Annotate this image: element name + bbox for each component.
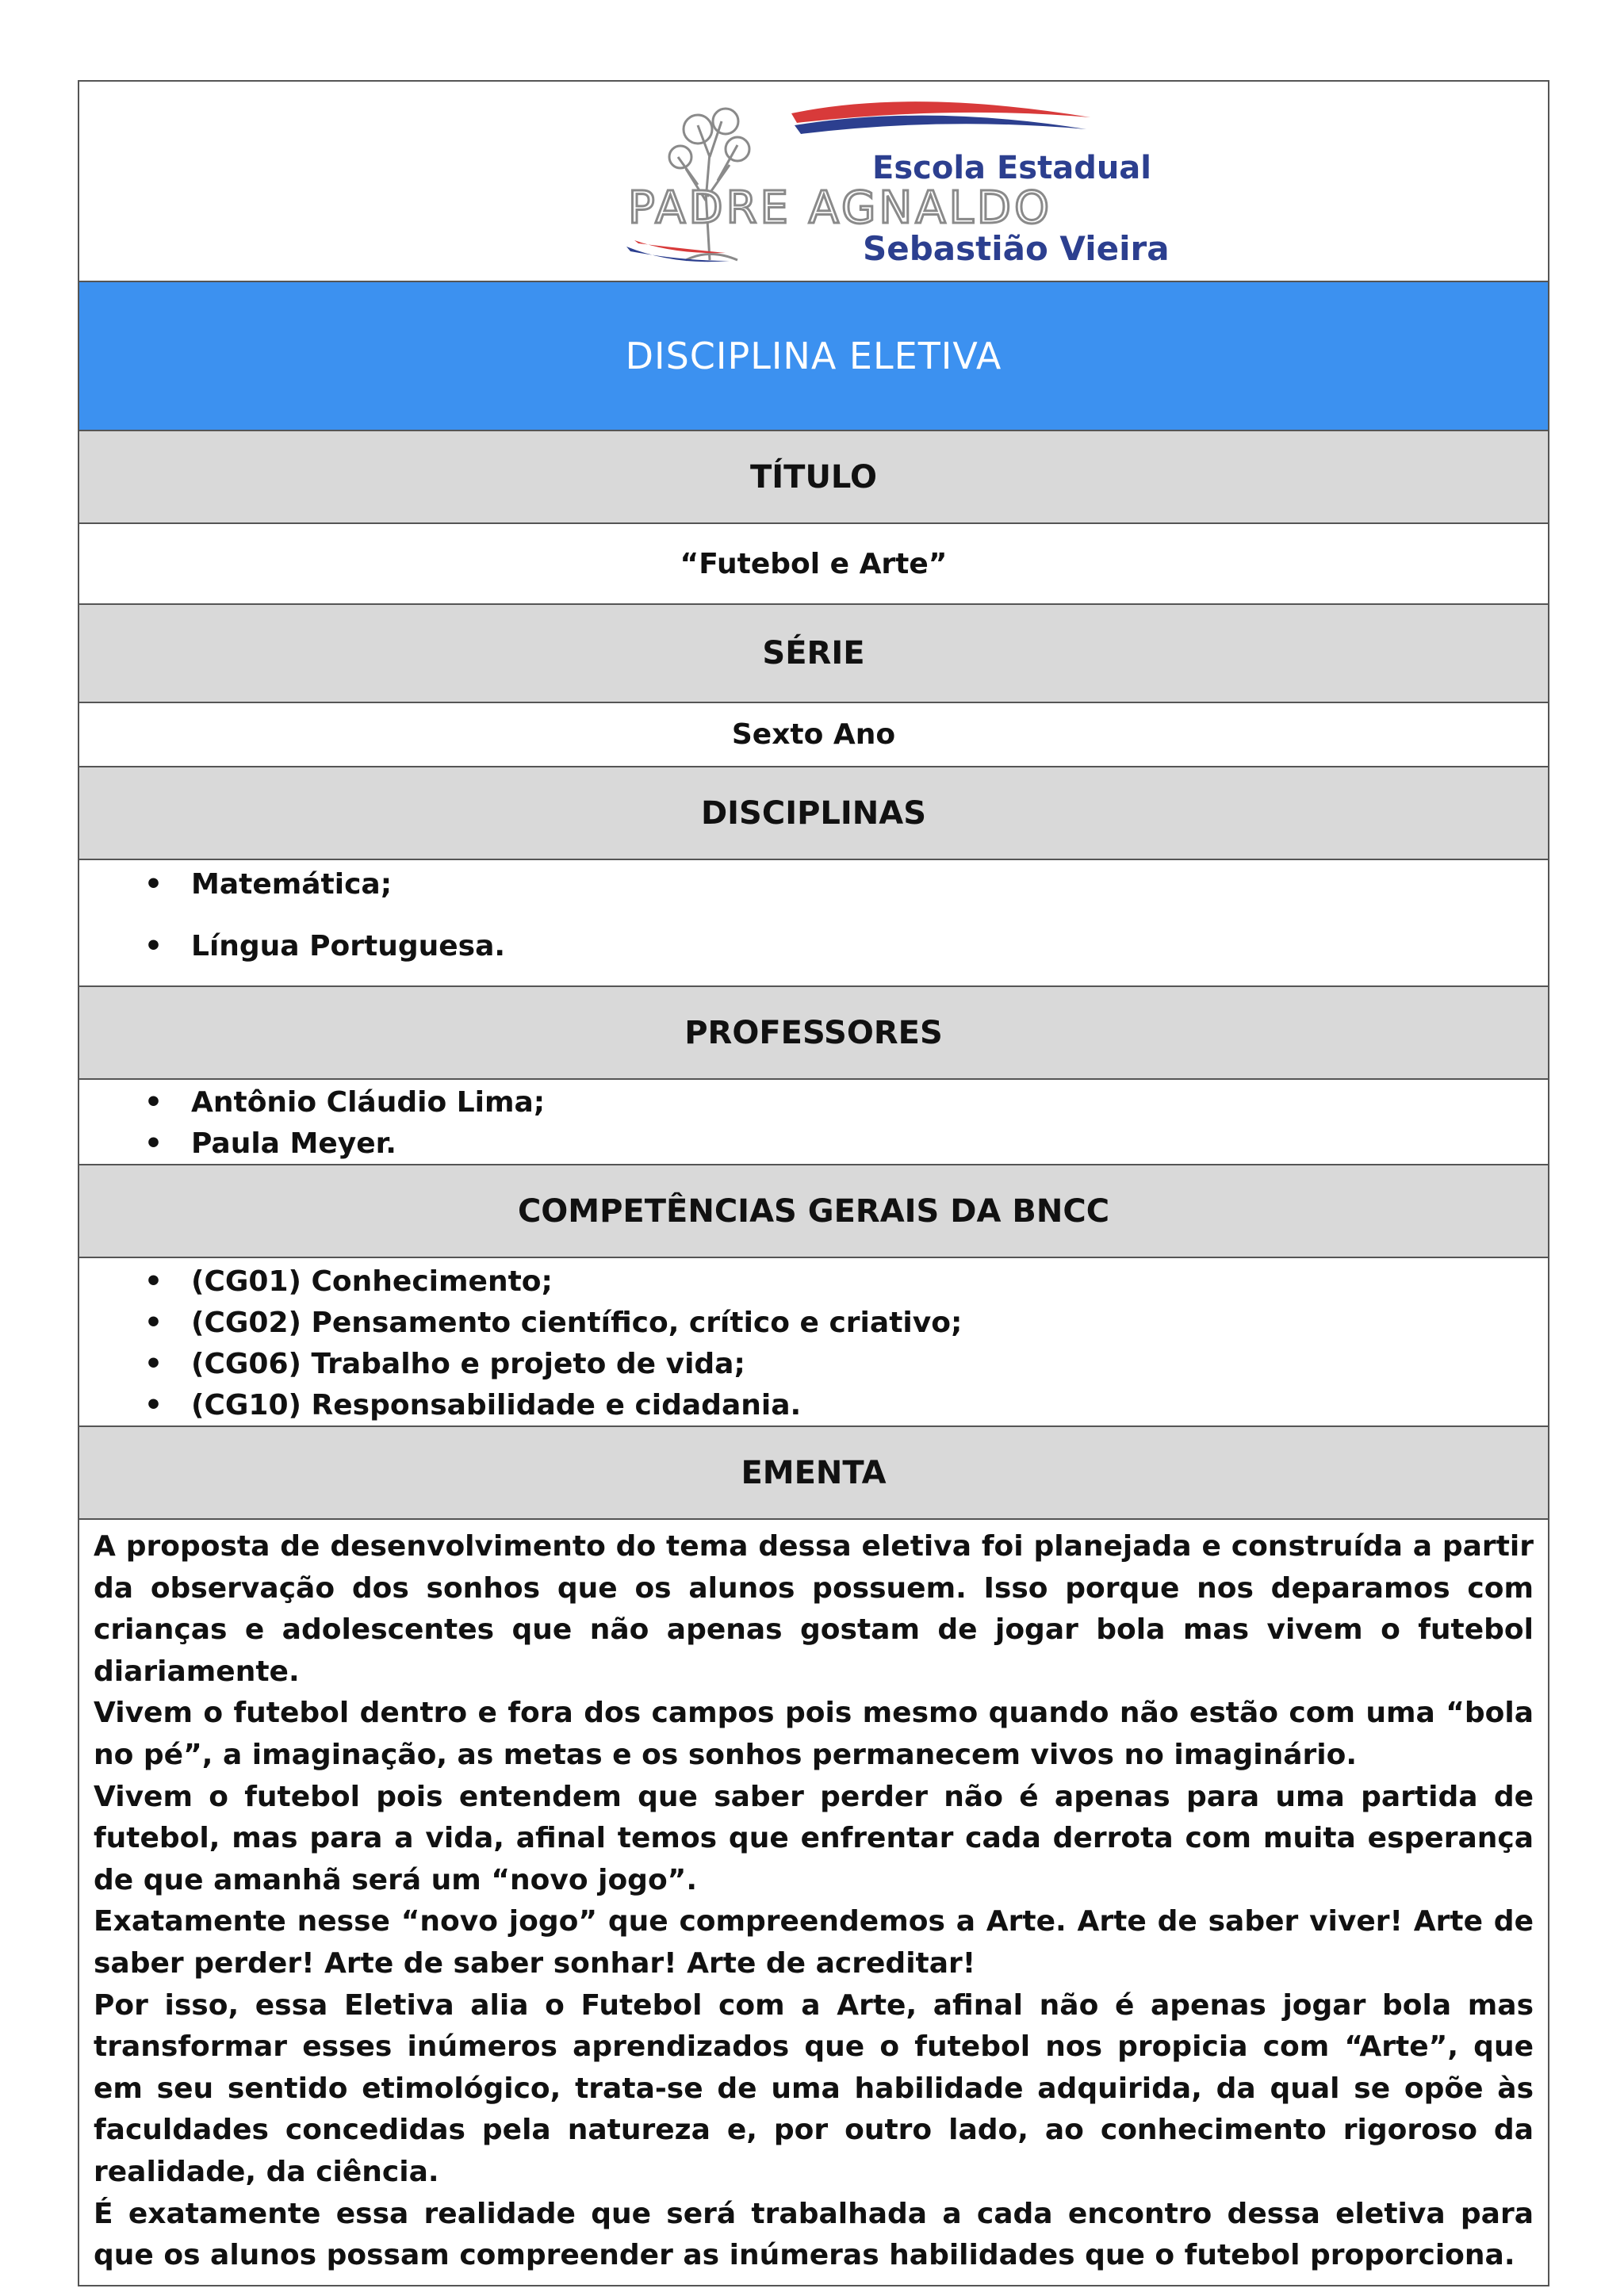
banner-title: DISCIPLINA ELETIVA [625, 335, 1002, 377]
list-item: • (CG01) Conhecimento; [79, 1261, 1548, 1303]
logo-line-1: Escola Estadual [872, 150, 1152, 186]
professores-list [79, 1080, 1548, 1165]
ementa-heading: EMENTA [79, 1427, 1548, 1520]
titulo-value: “Futebol e Arte” [79, 524, 1548, 605]
serie-heading: SÉRIE [79, 605, 1548, 703]
red-swoosh-bottom [634, 240, 726, 253]
list-item: • (CG02) Pensamento científico, crítico e criativo; [79, 1303, 1548, 1344]
title-banner [79, 282, 1548, 431]
list-item: • Língua Portuguesa. [79, 927, 1548, 989]
ementa-paragraph: Vivem o futebol pois entendem que saber perder não é apenas para uma partida de futebol, mas para a vida, afinal temos que enfrentar cada derrota com muita esperança de que amanhã será um “novo jogo”. [94, 1780, 1534, 1896]
logo-line-3: Sebastião Vieira [863, 229, 1170, 268]
competencias-heading: COMPETÊNCIAS GERAIS DA BNCC [79, 1165, 1548, 1258]
ementa-paragraph: A proposta de desenvolvimento do tema dessa eletiva foi planejada e construída a partir da observação dos sonhos que os alunos possuem. Isso porque nos deparamos com crianças e adolescentes que não apenas gostam de jogar bola mas vivem o futebol diariamente. [94, 1530, 1534, 1688]
disciplinas-list [79, 860, 1548, 987]
ementa-paragraph: Vivem o futebol dentro e fora dos campos pois mesmo quando não estão com uma “bola no pé”, a imaginação, as metas e os sonhos permanecem vivos no imaginário. [94, 1697, 1534, 1771]
ementa-paragraph: Exatamente nesse “novo jogo” que compreendemos a Arte. Arte de saber viver! Arte de saber perder! Arte de saber sonhar! Arte de acreditar! [94, 1905, 1534, 1980]
ementa-paragraph: Por isso, essa Eletiva alia o Futebol com a Arte, afinal não é apenas jogar bola mas transformar esses inúmeros aprendizados que o futebol nos propicia com “Arte”, que em seu sentido etimológico, trata-se de uma habilidade adquirida, da qual se opõe às faculdades concedidas pela natureza e, por outro lado, ao conhecimento rigoroso da realidade, da ciência. [94, 1988, 1534, 2188]
ementa-paragraph: É exatamente essa realidade que será trabalhada a cada encontro dessa eletiva para que os alunos possam compreender as inúmeras habilidades que o futebol proporciona. [94, 2197, 1534, 2272]
serie-value: Sexto Ano [79, 703, 1548, 767]
school-logo [611, 82, 1170, 280]
eletiva-document [78, 80, 1549, 2286]
list-item: • Paula Meyer. [79, 1123, 1548, 1165]
school-logo-row [79, 82, 1548, 282]
ementa-body [79, 1520, 1548, 2285]
disciplinas-heading: DISCIPLINAS [79, 767, 1548, 860]
titulo-heading: TÍTULO [79, 431, 1548, 524]
list-item: • Antônio Cláudio Lima; [79, 1082, 1548, 1123]
competencias-list [79, 1258, 1548, 1427]
list-item: • Matemática; [79, 865, 1548, 927]
professores-heading: PROFESSORES [79, 987, 1548, 1080]
list-item: • (CG10) Responsabilidade e cidadania. [79, 1385, 1548, 1426]
list-item: • (CG06) Trabalho e projeto de vida; [79, 1344, 1548, 1385]
logo-line-2: PADRE AGNALDO [628, 182, 1053, 234]
